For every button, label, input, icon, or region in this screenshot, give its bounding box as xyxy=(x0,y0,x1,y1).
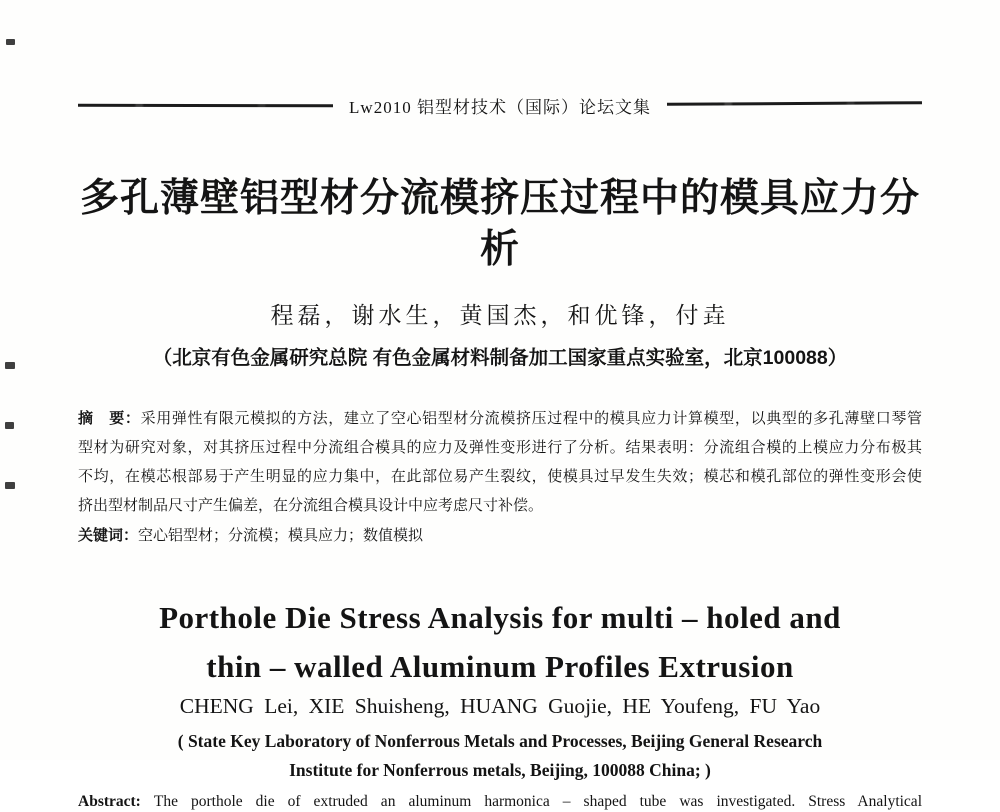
english-affiliation-line2: Institute for Nonferrous metals, Beijing, 100088 China; ) xyxy=(289,760,711,781)
abstract-text: 采用弹性有限元模拟的方法，建立了空心铝型材分流模挤压过程中的模具应力计算模型，以典型的多孔薄壁口琴管 xyxy=(140,411,922,428)
abstract-label: 摘 要： xyxy=(78,410,141,428)
keywords-line xyxy=(78,521,922,551)
abstract-line: 不均，在模芯根部易于产生明显的应力集中，在此部位易产生裂纹，使模具过早发生失效；模芯和模孔部位的弹性变形会使 xyxy=(78,469,922,486)
keywords-text: 空心铝型材；分流模；模具应力；数值模拟 xyxy=(138,528,424,545)
english-title-line2: thin – walled Aluminum Profiles Extrusion xyxy=(206,649,794,685)
keywords-label: 关键词： xyxy=(78,527,139,545)
english-title xyxy=(78,593,922,691)
scan-speck xyxy=(5,362,15,369)
abstract-line xyxy=(78,404,922,434)
chinese-title: 多孔薄壁铝型材分流模挤压过程中的模具应力分析 xyxy=(79,177,920,271)
abstract-line: 挤出型材制品尺寸产生偏差，在分流组合模具设计中应考虑尺寸补偿。 xyxy=(78,498,544,515)
scan-speck xyxy=(5,482,15,489)
english-abstract-label: Abstract: xyxy=(78,793,154,811)
chinese-abstract xyxy=(78,404,922,551)
header-rule-right xyxy=(667,101,922,105)
chinese-affiliation: （北京有色金属研究总院 有色金属材料制备加工国家重点实验室，北京100088） xyxy=(152,347,848,370)
english-affiliation xyxy=(78,727,922,785)
scan-speck xyxy=(5,422,14,429)
english-affiliation-line1: ( State Key Laboratory of Nonferrous Metals and Processes, Beijing General Research xyxy=(177,731,823,752)
page-content xyxy=(78,0,922,812)
abstract-line: 型材为研究对象，对其挤压过程中分流组合模具的应力及弹性变形进行了分析。结果表明：分流组合模的上模应力分布极其 xyxy=(78,440,922,457)
chinese-authors: 程磊，谢水生，黄国杰，和优锋，付垚 xyxy=(270,303,730,329)
header-title: Lw2010 铝型材技术（国际）论坛文集 xyxy=(349,98,651,117)
english-abstract xyxy=(78,791,922,812)
english-abstract-text: The porthole die of extruded an aluminum harmonica – shaped tube was investigated. Stress Analytical xyxy=(153,793,922,811)
scan-speck xyxy=(6,39,15,45)
header-rule-left xyxy=(78,104,333,107)
english-title-line1: Porthole Die Stress Analysis for multi – holed and xyxy=(159,600,841,636)
running-head xyxy=(78,0,922,118)
english-authors: CHENG Lei, XIE Shuisheng, HUANG Guojie, HE Youfeng, FU Yao xyxy=(179,694,821,719)
